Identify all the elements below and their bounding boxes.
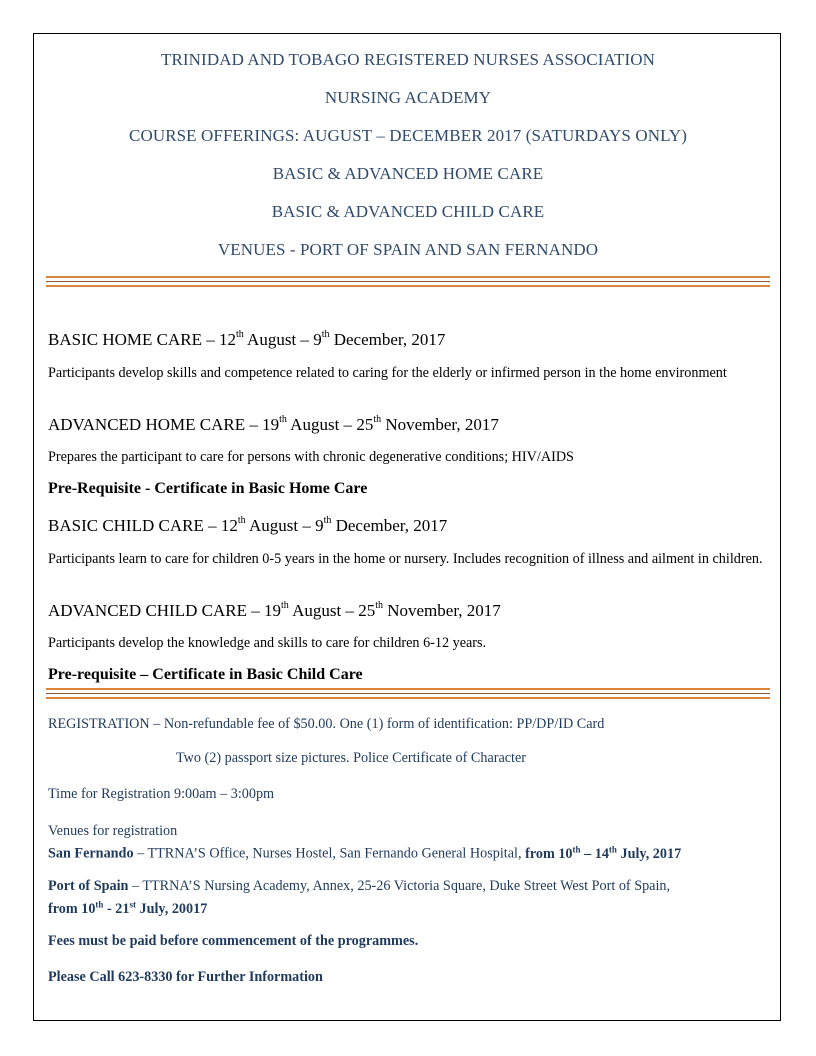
course-title: BASIC CHILD CARE – 12th August – 9th December, 2017 [48,515,448,535]
association-title: TRINIDAD AND TOBAGO REGISTERED NURSES ASSOCIATION [161,50,655,69]
fees-notice: Fees must be paid before commencement of the programmes. [48,933,419,949]
contact-info: Please Call 623-8330 for Further Information [48,969,323,985]
course-basic-child-care [48,516,770,568]
course-description: Prepares the participant to care for persons with chronic degenerative conditions; HIV/AIDS [48,449,574,465]
home-care-title: BASIC & ADVANCED HOME CARE [272,164,544,183]
prerequisite: Pre-Requisite - Certificate in Basic Home Care [48,480,368,497]
registration-divider [46,688,770,702]
course-description: Participants develop the knowledge and skills to care for children 6-12 years. [48,635,487,651]
academy-title: NURSING ACADEMY [324,88,492,107]
course-description: Participants learn to care for children 0-5 years in the home or nursery. Includes recognition of illness and ailment in children. [48,551,763,567]
venues-heading: Venues for registration [48,823,178,839]
child-care-title: BASIC & ADVANCED CHILD CARE [271,202,545,221]
venue-port-of-spain: Port of Spain – TTRNA’S Nursing Academy, Annex, 25-26 Victoria Square, Duke Street West Port of Spain, [48,878,671,894]
registration-requirements: Two (2) passport size pictures. Police Certificate of Character [176,750,527,766]
venue-port-of-spain-dates: from 10th - 21st July, 20017 [48,899,208,917]
registration-fee: REGISTRATION – Non-refundable fee of $50.00. One (1) form of identification: PP/DP/ID Card [48,716,605,732]
venue-san-fernando: San Fernando – TTRNA’S Office, Nurses Hostel, San Fernando General Hospital, from 10th – 14th July, 2017 [48,844,682,862]
prerequisite: Pre-requisite – Certificate in Basic Child Care [48,666,363,683]
course-advanced-child-care [48,601,770,684]
venues-title: VENUES - PORT OF SPAIN AND SAN FERNANDO [217,240,599,259]
header-divider [46,276,770,290]
course-advanced-home-care [48,415,770,498]
course-basic-home-care [48,330,770,382]
course-title: ADVANCED CHILD CARE – 19th August – 25th November, 2017 [48,600,501,620]
registration-time: Time for Registration 9:00am – 3:00pm [48,786,275,802]
course-offerings-title: COURSE OFFERINGS: AUGUST – DECEMBER 2017 (SATURDAYS ONLY) [129,126,687,145]
course-title: BASIC HOME CARE – 12th August – 9th December, 2017 [48,329,446,349]
course-description: Participants develop skills and competence related to caring for the elderly or infirmed person in the home environment [48,365,727,381]
course-title: ADVANCED HOME CARE – 19th August – 25th November, 2017 [48,414,499,434]
